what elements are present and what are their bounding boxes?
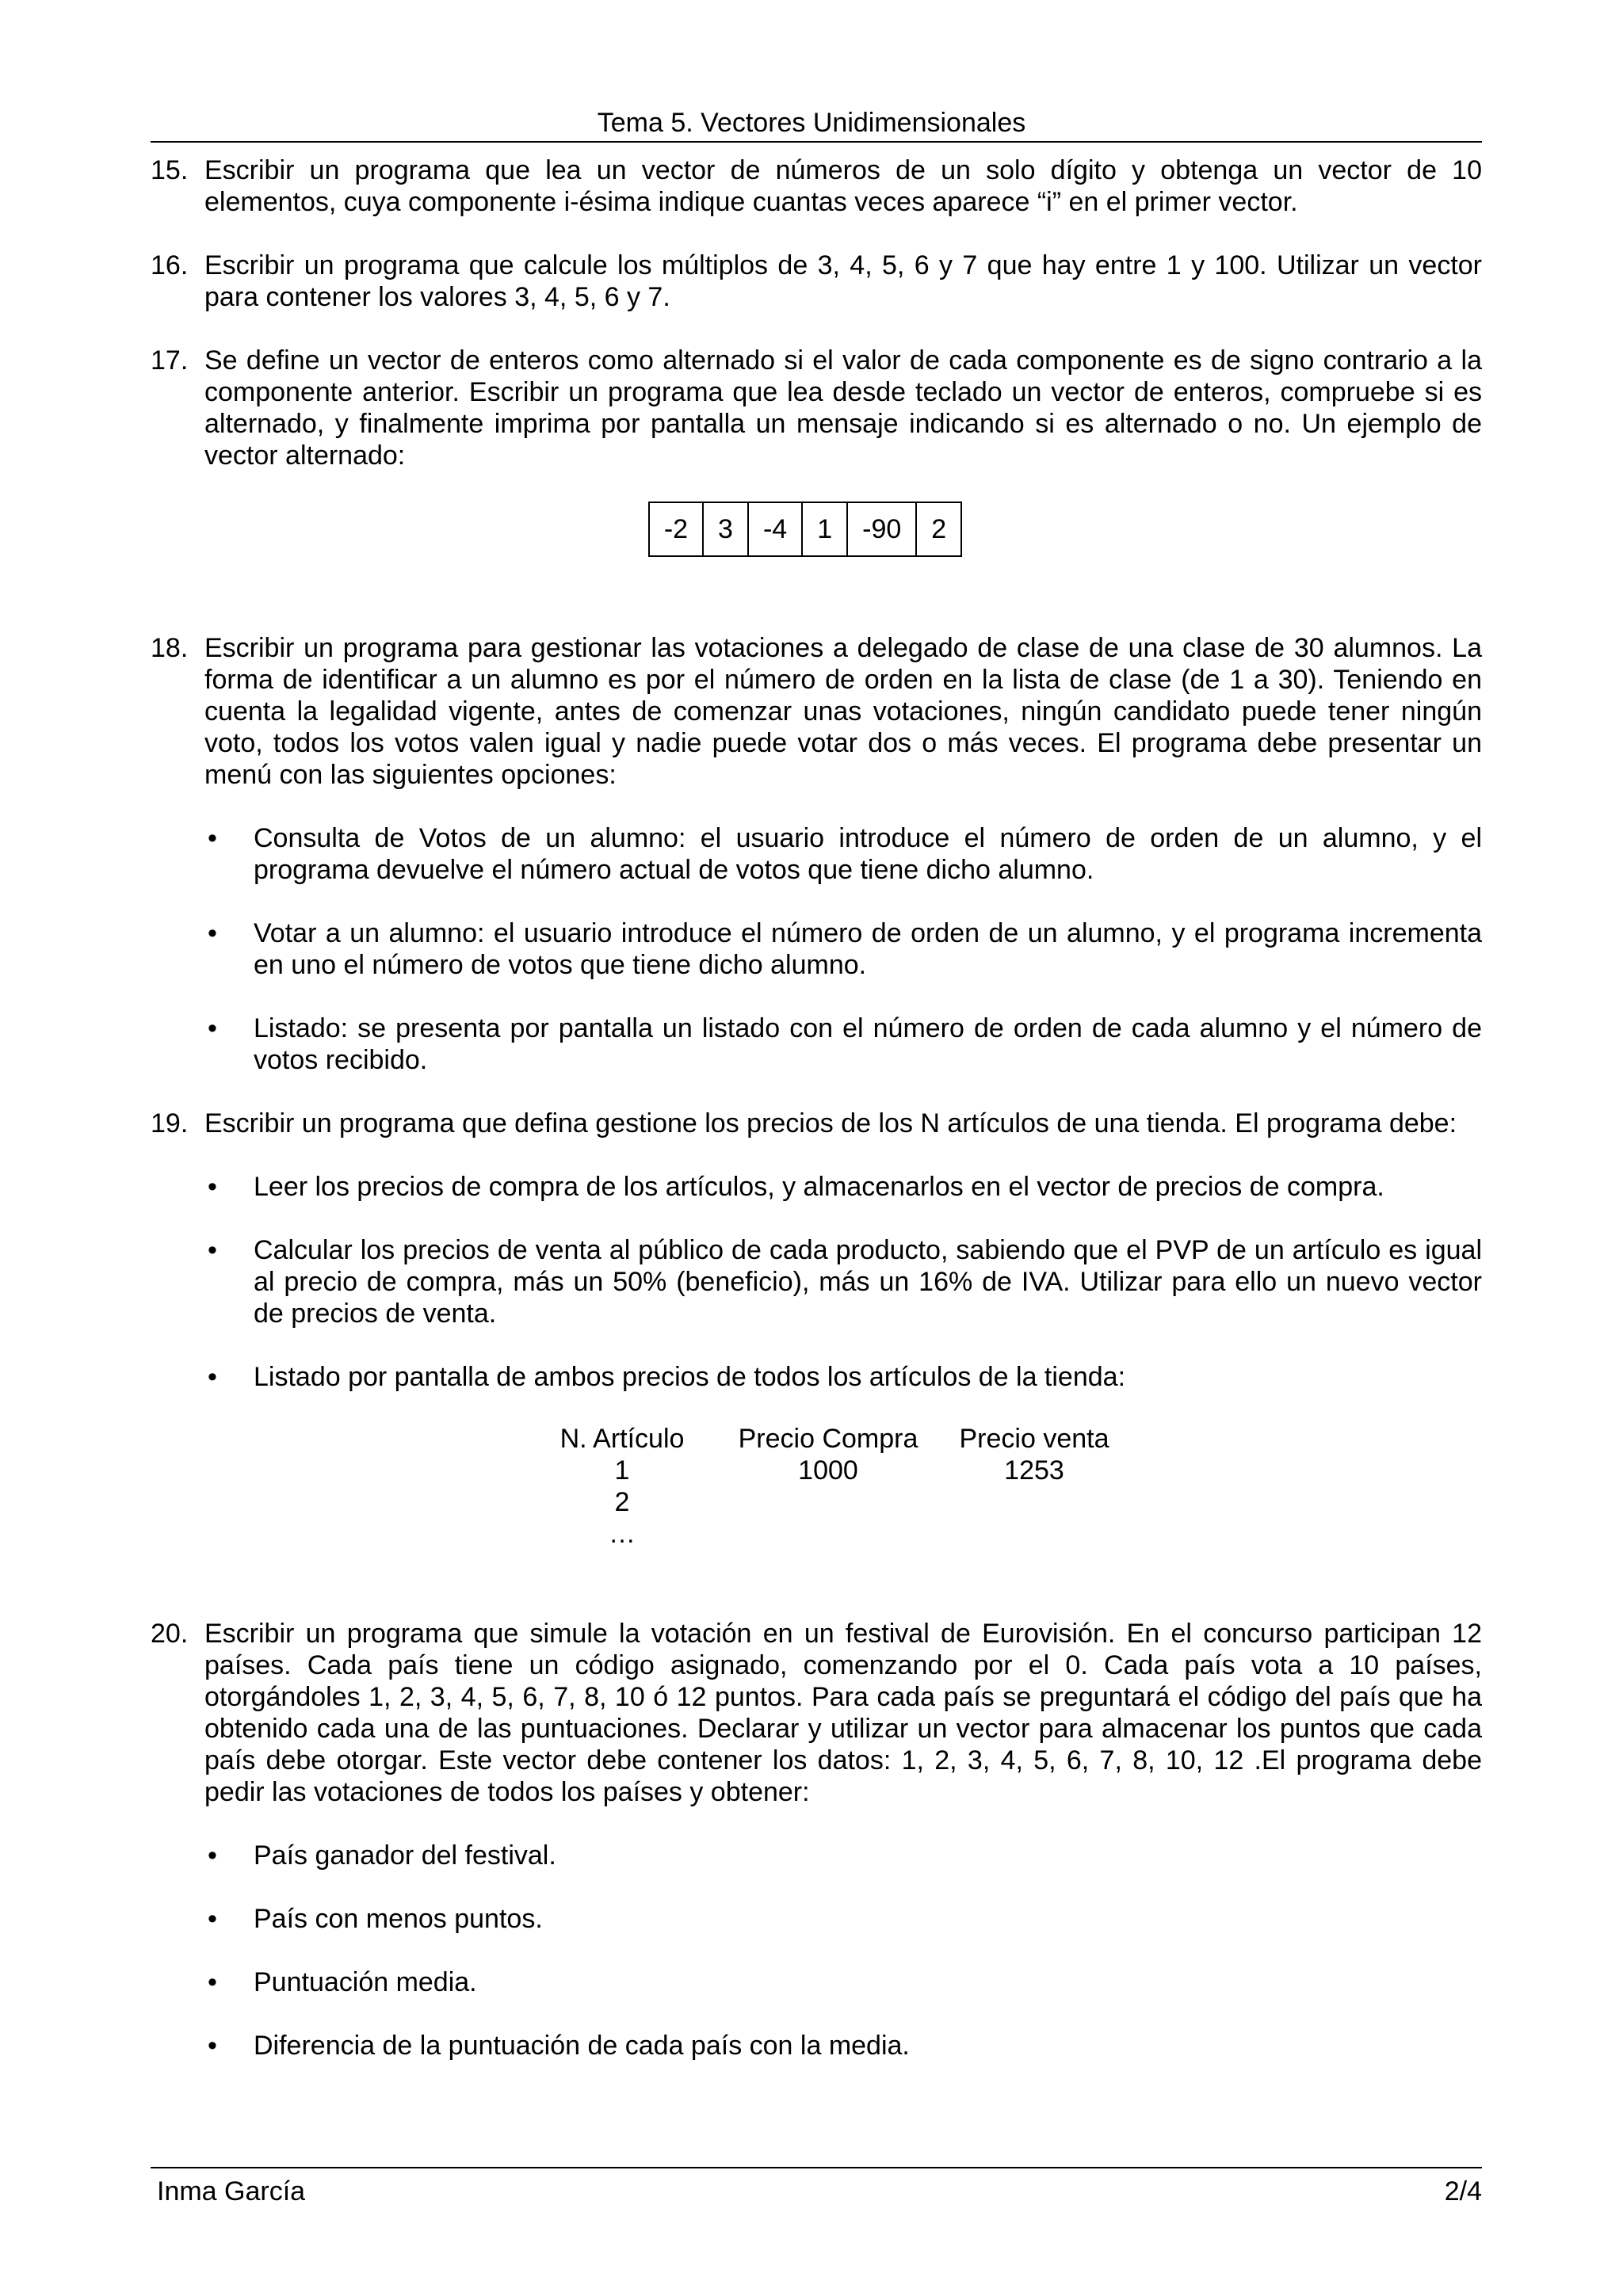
list-item: • Diferencia de la puntuación de cada país con la media.: [204, 2030, 1482, 2061]
bullet-icon: •: [208, 1904, 217, 1934]
menu-options-list: [204, 822, 1482, 1076]
alternating-vector-example: [204, 502, 1482, 563]
list-item: • Consulta de Votos de un alumno: el usuario introduce el número de orden de un alumno, y el programa devuelve el número actual de votos que tiene dicho alumno.: [204, 822, 1482, 886]
vector-cell: 1: [802, 502, 847, 556]
list-item: • Votar a un alumno: el usuario introduce el número de orden de un alumno, y el programa incrementa en uno el número de votos que tiene dicho alumno.: [204, 917, 1482, 981]
exercise-text: Escribir un programa que simule la votación en un festival de Eurovisión. En el concurso participan 12 países. Cada país tiene un código asignado, comenzando por el 0. Cada país vota a 10 países, otorgándoles 1, 2, 3, 4, 5, 6, 7, 8, 10 ó 12 puntos. Para cada país se preguntará el código del país que ha obtenido cada una de las puntuaciones. Declarar y utilizar un vector para almacenar los puntos que cada país debe otorgar. Este vector debe contener los datos: 1, 2, 3, 4, 5, 6, 7, 8, 10, 12 .El programa debe pedir las votaciones de todos los países y obtener:: [204, 1619, 1482, 1807]
bullet-icon: •: [208, 1840, 217, 1871]
column-header: N. Artículo: [559, 1424, 685, 1454]
bullet-icon: •: [208, 2031, 217, 2061]
bullet-icon: •: [208, 1967, 217, 1997]
bullet-icon: •: [208, 1235, 217, 1265]
listing-header: [531, 1423, 1133, 1455]
bullet-icon: •: [208, 1172, 217, 1202]
table-row: 2: [614, 1487, 630, 1517]
vector-cell: -2: [649, 502, 703, 556]
exercise-19: [151, 1108, 1482, 1550]
exercise-number: 20.: [151, 1619, 189, 1649]
vector-cell: -4: [748, 502, 802, 556]
bullet-icon: •: [208, 823, 217, 853]
list-item: • País con menos puntos.: [204, 1903, 1482, 1935]
exercise-20: [151, 1618, 1482, 2061]
exercise-text: Escribir un programa para gestionar las votaciones a delegado de clase de una clase de 30 alumnos. La forma de identificar a un alumno es por el número de orden en la lista de clase (de 1 a 30). Teniendo en cuenta la legalidad vigente, antes de comenzar unas votaciones, ningún candidato puede tener ningún voto, todos los votos valen igual y nadie puede votar dos o más veces. El programa debe presentar un menú con las siguientes opciones:: [204, 633, 1482, 790]
exercise-16: [151, 250, 1482, 313]
exercise-text: Escribir un programa que calcule los múltiplos de 3, 4, 5, 6 y 7 que hay entre 1 y 100. Utilizar un vector para contener los valores 3, 4, 5, 6 y 7.: [204, 250, 1482, 312]
bullet-icon: •: [208, 1362, 217, 1392]
list-item: • Listado: se presenta por pantalla un listado con el número de orden de cada alumno y el número de votos recibido.: [204, 1013, 1482, 1076]
exercise-number: 15.: [151, 155, 189, 185]
bullet-icon: •: [208, 1013, 217, 1043]
exercise-15: [151, 154, 1482, 218]
vector-cell: -90: [847, 502, 916, 556]
requirements-list: [204, 1171, 1482, 1393]
header-rule: [151, 141, 1482, 143]
vector-cell: 3: [703, 502, 748, 556]
exercise-text: Se define un vector de enteros como alternado si el valor de cada componente es de signo contrario a la componente anterior. Escribir un programa que lea desde teclado un vector de enteros, compruebe si es alternado, y finalmente imprima por pantalla un mensaje indicando si es alternado o no. Un ejemplo de vector alternado:: [204, 345, 1482, 471]
exercise-17: [151, 345, 1482, 563]
list-item: • País ganador del festival.: [204, 1840, 1482, 1871]
list-item: • Leer los precios de compra de los artículos, y almacenarlos en el vector de precios de compra.: [204, 1171, 1482, 1203]
list-item: • Listado por pantalla de ambos precios de todos los artículos de la tienda:: [204, 1361, 1482, 1393]
exercise-number: 17.: [151, 345, 189, 376]
list-item: • Calcular los precios de venta al público de cada producto, sabiendo que el PVP de un artículo es igual al precio de compra, más un 50% (beneficio), más un 16% de IVA. Utilizar para ello un nuevo vector de precios de venta.: [204, 1234, 1482, 1329]
vector-cell: 2: [916, 502, 961, 556]
price-listing: [531, 1423, 1133, 1550]
table-row: …: [609, 1519, 636, 1549]
page-header-title: Tema 5. Vectores Unidimensionales: [597, 108, 1026, 138]
footer-author: Inma García: [157, 2176, 306, 2206]
footer-page-number: 2/4: [1444, 2176, 1482, 2206]
exercise-number: 16.: [151, 250, 189, 280]
exercise-18: [151, 632, 1482, 1076]
bullet-icon: •: [208, 918, 217, 948]
column-header: Precio venta: [959, 1424, 1109, 1454]
exercise-list: [151, 154, 1482, 2093]
column-header: Precio Compra: [738, 1424, 918, 1454]
footer-rule: [151, 2167, 1482, 2168]
results-list: [204, 1840, 1482, 2061]
exercise-number: 18.: [151, 633, 189, 663]
vector-table: [648, 502, 962, 557]
exercise-number: 19.: [151, 1108, 189, 1138]
exercise-text: Escribir un programa que defina gestione los precios de los N artículos de una tienda. El programa debe:: [204, 1108, 1457, 1138]
list-item: • Puntuación media.: [204, 1966, 1482, 1998]
exercise-text: Escribir un programa que lea un vector de números de un solo dígito y obtenga un vector de 10 elementos, cuya componente i-ésima indique cuantas veces aparece “i” en el primer vector.: [204, 155, 1482, 217]
table-row: 1 1000 1253: [614, 1455, 1064, 1486]
